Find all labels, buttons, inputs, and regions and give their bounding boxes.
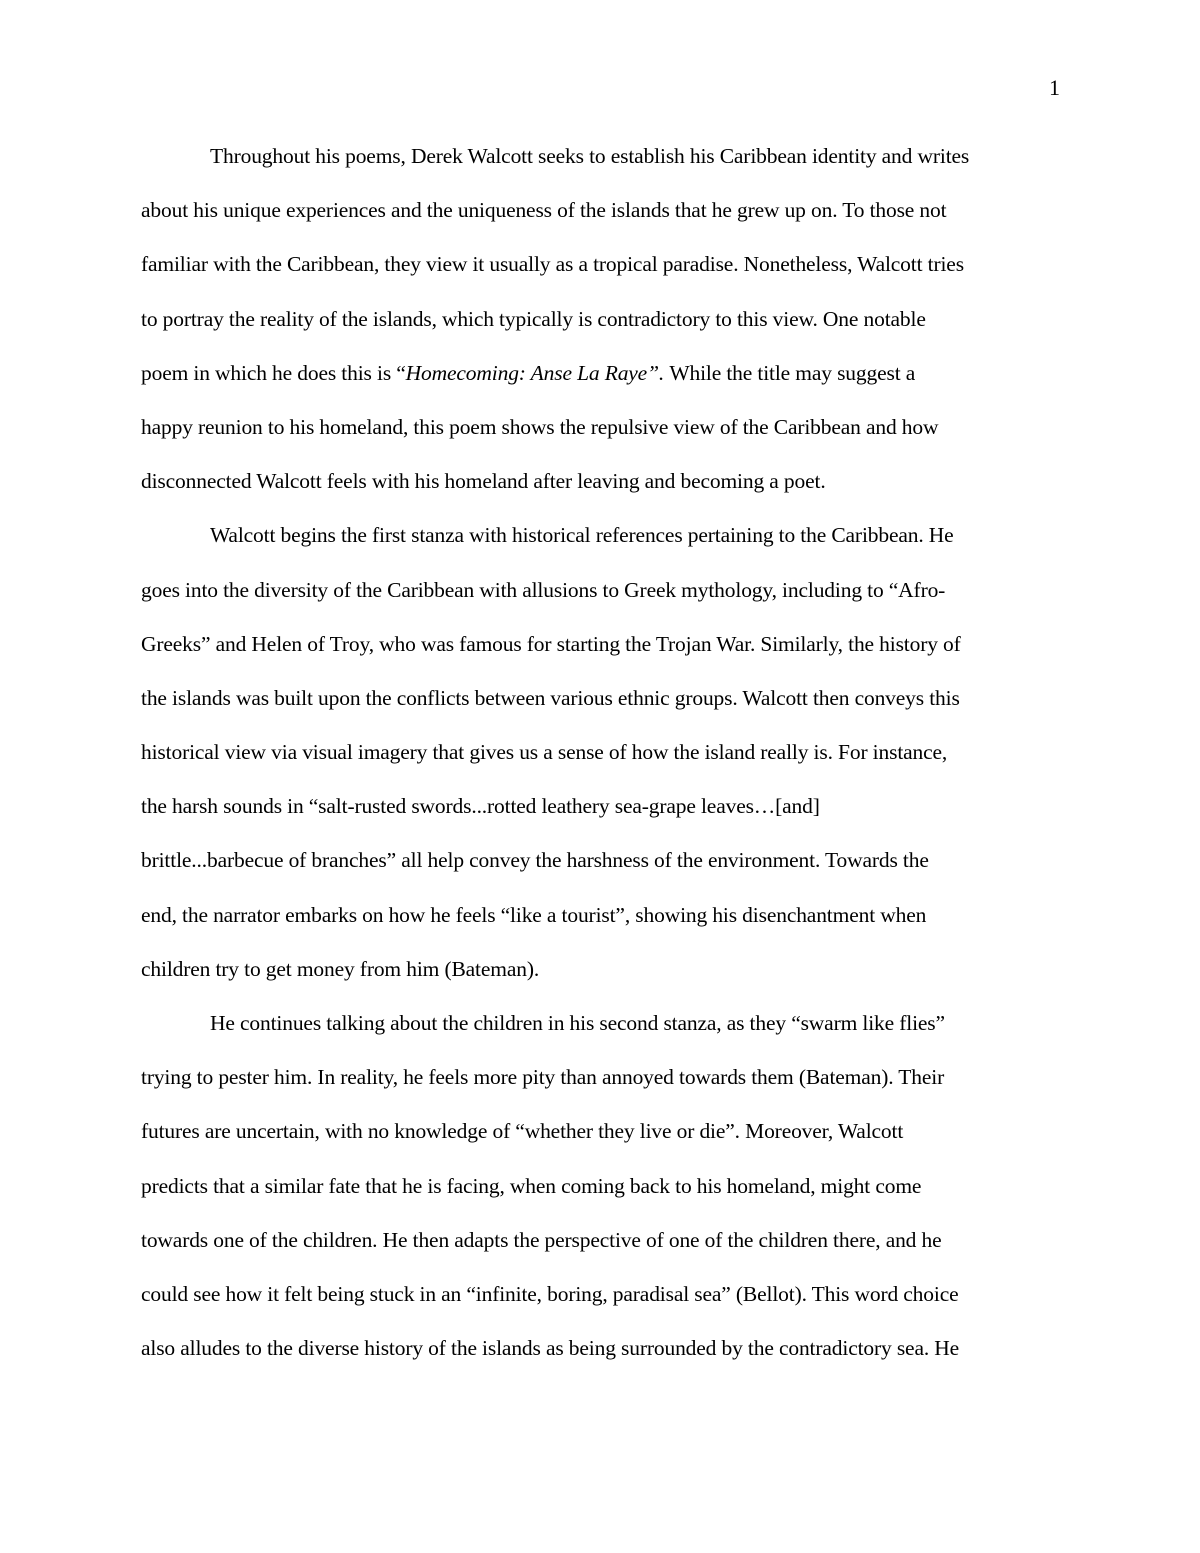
text-line: Walcott begins the first stanza with historical references pertaining to the Caribbean. He [210, 523, 954, 548]
text-segment: poem in which he does this is “ [141, 360, 406, 385]
text-line: goes into the diversity of the Caribbean with allusions to Greek mythology, including to “Afro- [141, 577, 946, 602]
text-line: end, the narrator embarks on how he feels “like a tourist”, showing his disenchantment when [141, 902, 927, 927]
text-segment: ”. [647, 360, 670, 385]
text-line: predicts that a similar fate that he is facing, when coming back to his homeland, might come [141, 1173, 922, 1198]
text-line: the harsh sounds in “salt-rusted swords...rotted leathery sea-grape leaves…[and] [141, 794, 820, 819]
text-line-with-title [141, 346, 1061, 400]
text-line: the islands was built upon the conflicts between various ethnic groups. Walcott then conveys this [141, 685, 960, 710]
text-line: futures are uncertain, with no knowledge of “whether they live or die”. Moreover, Walcott [141, 1119, 904, 1144]
essay-body [141, 129, 1061, 1375]
text-line: also alludes to the diverse history of the islands as being surrounded by the contradictory sea. He [141, 1336, 960, 1361]
text-line: Greeks” and Helen of Troy, who was famous for starting the Trojan War. Similarly, the history of [141, 631, 961, 656]
text-line: could see how it felt being stuck in an “infinite, boring, paradisal sea” (Bellot). This word choice [141, 1281, 959, 1306]
text-line: towards one of the children. He then adapts the perspective of one of the children there, and he [141, 1227, 942, 1252]
text-line: about his unique experiences and the uniqueness of the islands that he grew up on. To those not [141, 198, 947, 223]
text-line: to portray the reality of the islands, which typically is contradictory to this view. One notable [141, 306, 926, 331]
text-line: happy reunion to his homeland, this poem shows the repulsive view of the Caribbean and how [141, 414, 939, 439]
page-number: 1 [1049, 75, 1060, 100]
poem-title: Homecoming: Anse La Raye [405, 360, 648, 385]
text-line: disconnected Walcott feels with his homeland after leaving and becoming a poet. [141, 469, 826, 494]
text-segment: While the title may suggest a [669, 360, 916, 385]
text-line: Throughout his poems, Derek Walcott seeks to establish his Caribbean identity and writes [210, 144, 970, 168]
text-line: He continues talking about the children in his second stanza, as they “swarm like flies” [210, 1011, 945, 1035]
text-line: familiar with the Caribbean, they view it usually as a tropical paradise. Nonetheless, Walcott tries [141, 252, 964, 277]
text-line: historical view via visual imagery that gives us a sense of how the island really is. For instance, [141, 740, 948, 765]
text-line: children try to get money from him (Bateman). [141, 956, 540, 981]
text-line: brittle...barbecue of branches” all help convey the harshness of the environment. Towards the [141, 848, 929, 873]
text-line: trying to pester him. In reality, he feels more pity than annoyed towards them (Bateman). Their [141, 1065, 945, 1090]
